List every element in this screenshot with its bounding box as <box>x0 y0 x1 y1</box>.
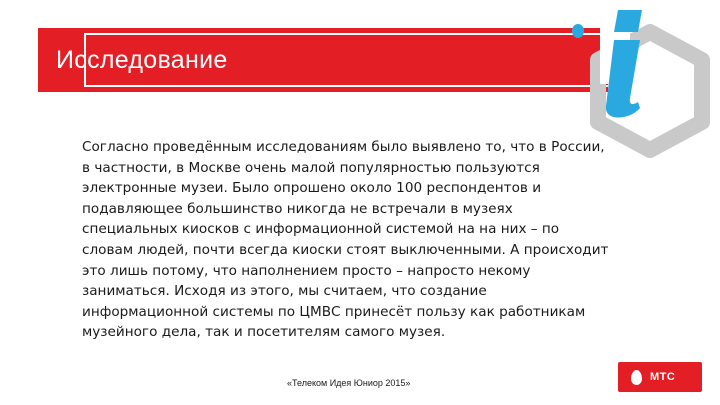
info-icon-tittle <box>614 10 642 32</box>
mts-egg-icon <box>631 370 642 385</box>
footer-caption: «Телеком Идея Юниор 2015» <box>287 378 411 388</box>
mts-logo <box>618 362 702 392</box>
mts-logo-text: МТС <box>650 371 676 383</box>
slide-title: Исследование <box>56 46 228 74</box>
body-paragraph: Согласно проведённым исследованиям было выявлено то, что в России, в частности, в Москве очень малой популярностью пользуются электронные музеи. Было опрошено около 100 респондентов и подавляющее большинство никогда не встречали в музеях специальных киосков с информационной системой на на них – по словам людей, почти всегда киоски стоят выключенными. А происходит это лишь потому, что наполнением просто – напросто некому заниматься. Исходя из этого, мы считаем, что создание информационной системы по ЦМВС принесёт пользу как работникам музейного дела, так и посетителям самого музея. <box>82 139 609 341</box>
info-icon-dot <box>572 24 584 38</box>
